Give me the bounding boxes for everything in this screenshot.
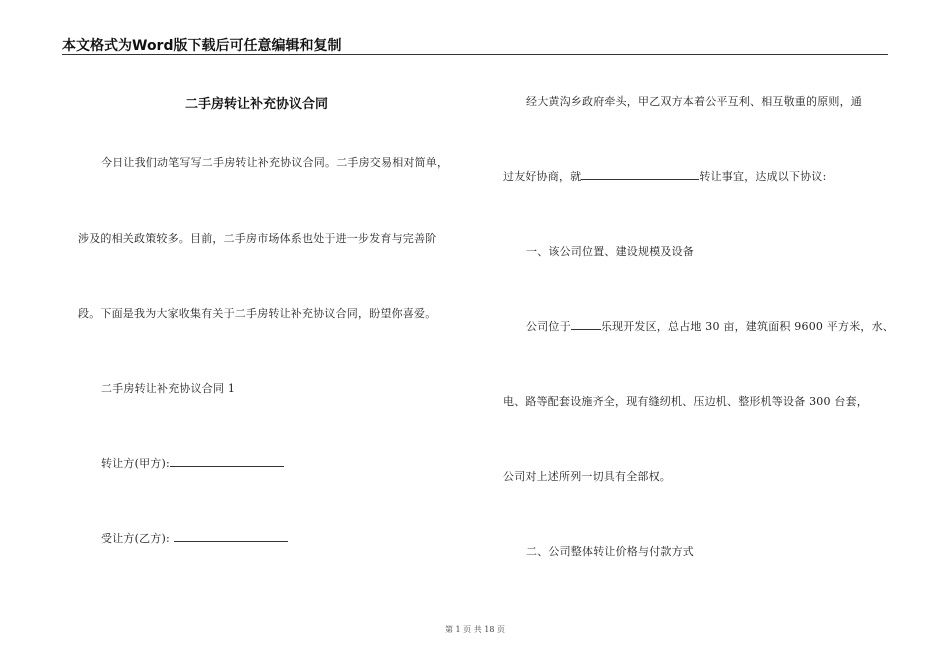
transferor-blank bbox=[170, 455, 284, 467]
right-line-5: 公司对上述所列一切具有全部权。 bbox=[503, 470, 671, 483]
location-blank bbox=[571, 318, 601, 330]
section-1-heading: 一、该公司位置、建设规模及设备 bbox=[526, 245, 694, 258]
matter-blank bbox=[581, 168, 699, 180]
transferor-label: 转让方(甲方): bbox=[101, 457, 170, 470]
right-line-3 bbox=[526, 318, 894, 334]
right-line-3-end: 乐现开发区，总占地 30 亩，建筑面积 9600 平方米，水、 bbox=[600, 320, 894, 333]
intro-line-1: 今日让我们动笔写写二手房转让补充协议合同。二手房交易相对简单， bbox=[101, 156, 449, 169]
section-2-heading: 二、公司整体转让价格与付款方式 bbox=[526, 545, 694, 558]
transferee-blank bbox=[174, 530, 288, 542]
agreement-subtitle: 二手房转让补充协议合同 1 bbox=[101, 382, 236, 395]
transferee-label: 受让方(乙方): bbox=[101, 532, 174, 545]
intro-line-2: 涉及的相关政策较多。目前，二手房市场体系也处于进一步发育与完善阶 bbox=[78, 232, 437, 245]
right-line-3-start: 公司位于 bbox=[526, 320, 571, 333]
header-divider bbox=[62, 54, 888, 55]
right-line-2-end: 转让事宜，达成以下协议: bbox=[699, 170, 827, 183]
page-number: 第 1 页 共 18 页 bbox=[445, 625, 505, 634]
right-line-2 bbox=[503, 168, 827, 184]
right-line-2-start: 过友好协商，就 bbox=[503, 170, 582, 183]
right-line-4: 电、路等配套设施齐全，现有缝纫机、压边机、整形机等设备 300 台套， bbox=[503, 395, 868, 408]
right-line-1: 经大黄沟乡政府牵头，甲乙双方本着公平互利、相互敬重的原则，通 bbox=[526, 95, 862, 108]
document-title: 二手房转让补充协议合同 bbox=[185, 97, 329, 112]
transferor-field bbox=[101, 455, 284, 471]
header-title: 本文格式为Word版下载后可任意编辑和复制 bbox=[62, 38, 342, 54]
transferee-field bbox=[101, 530, 288, 546]
intro-line-3: 段。下面是我为大家收集有关于二手房转让补充协议合同，盼望你喜爱。 bbox=[78, 307, 437, 320]
